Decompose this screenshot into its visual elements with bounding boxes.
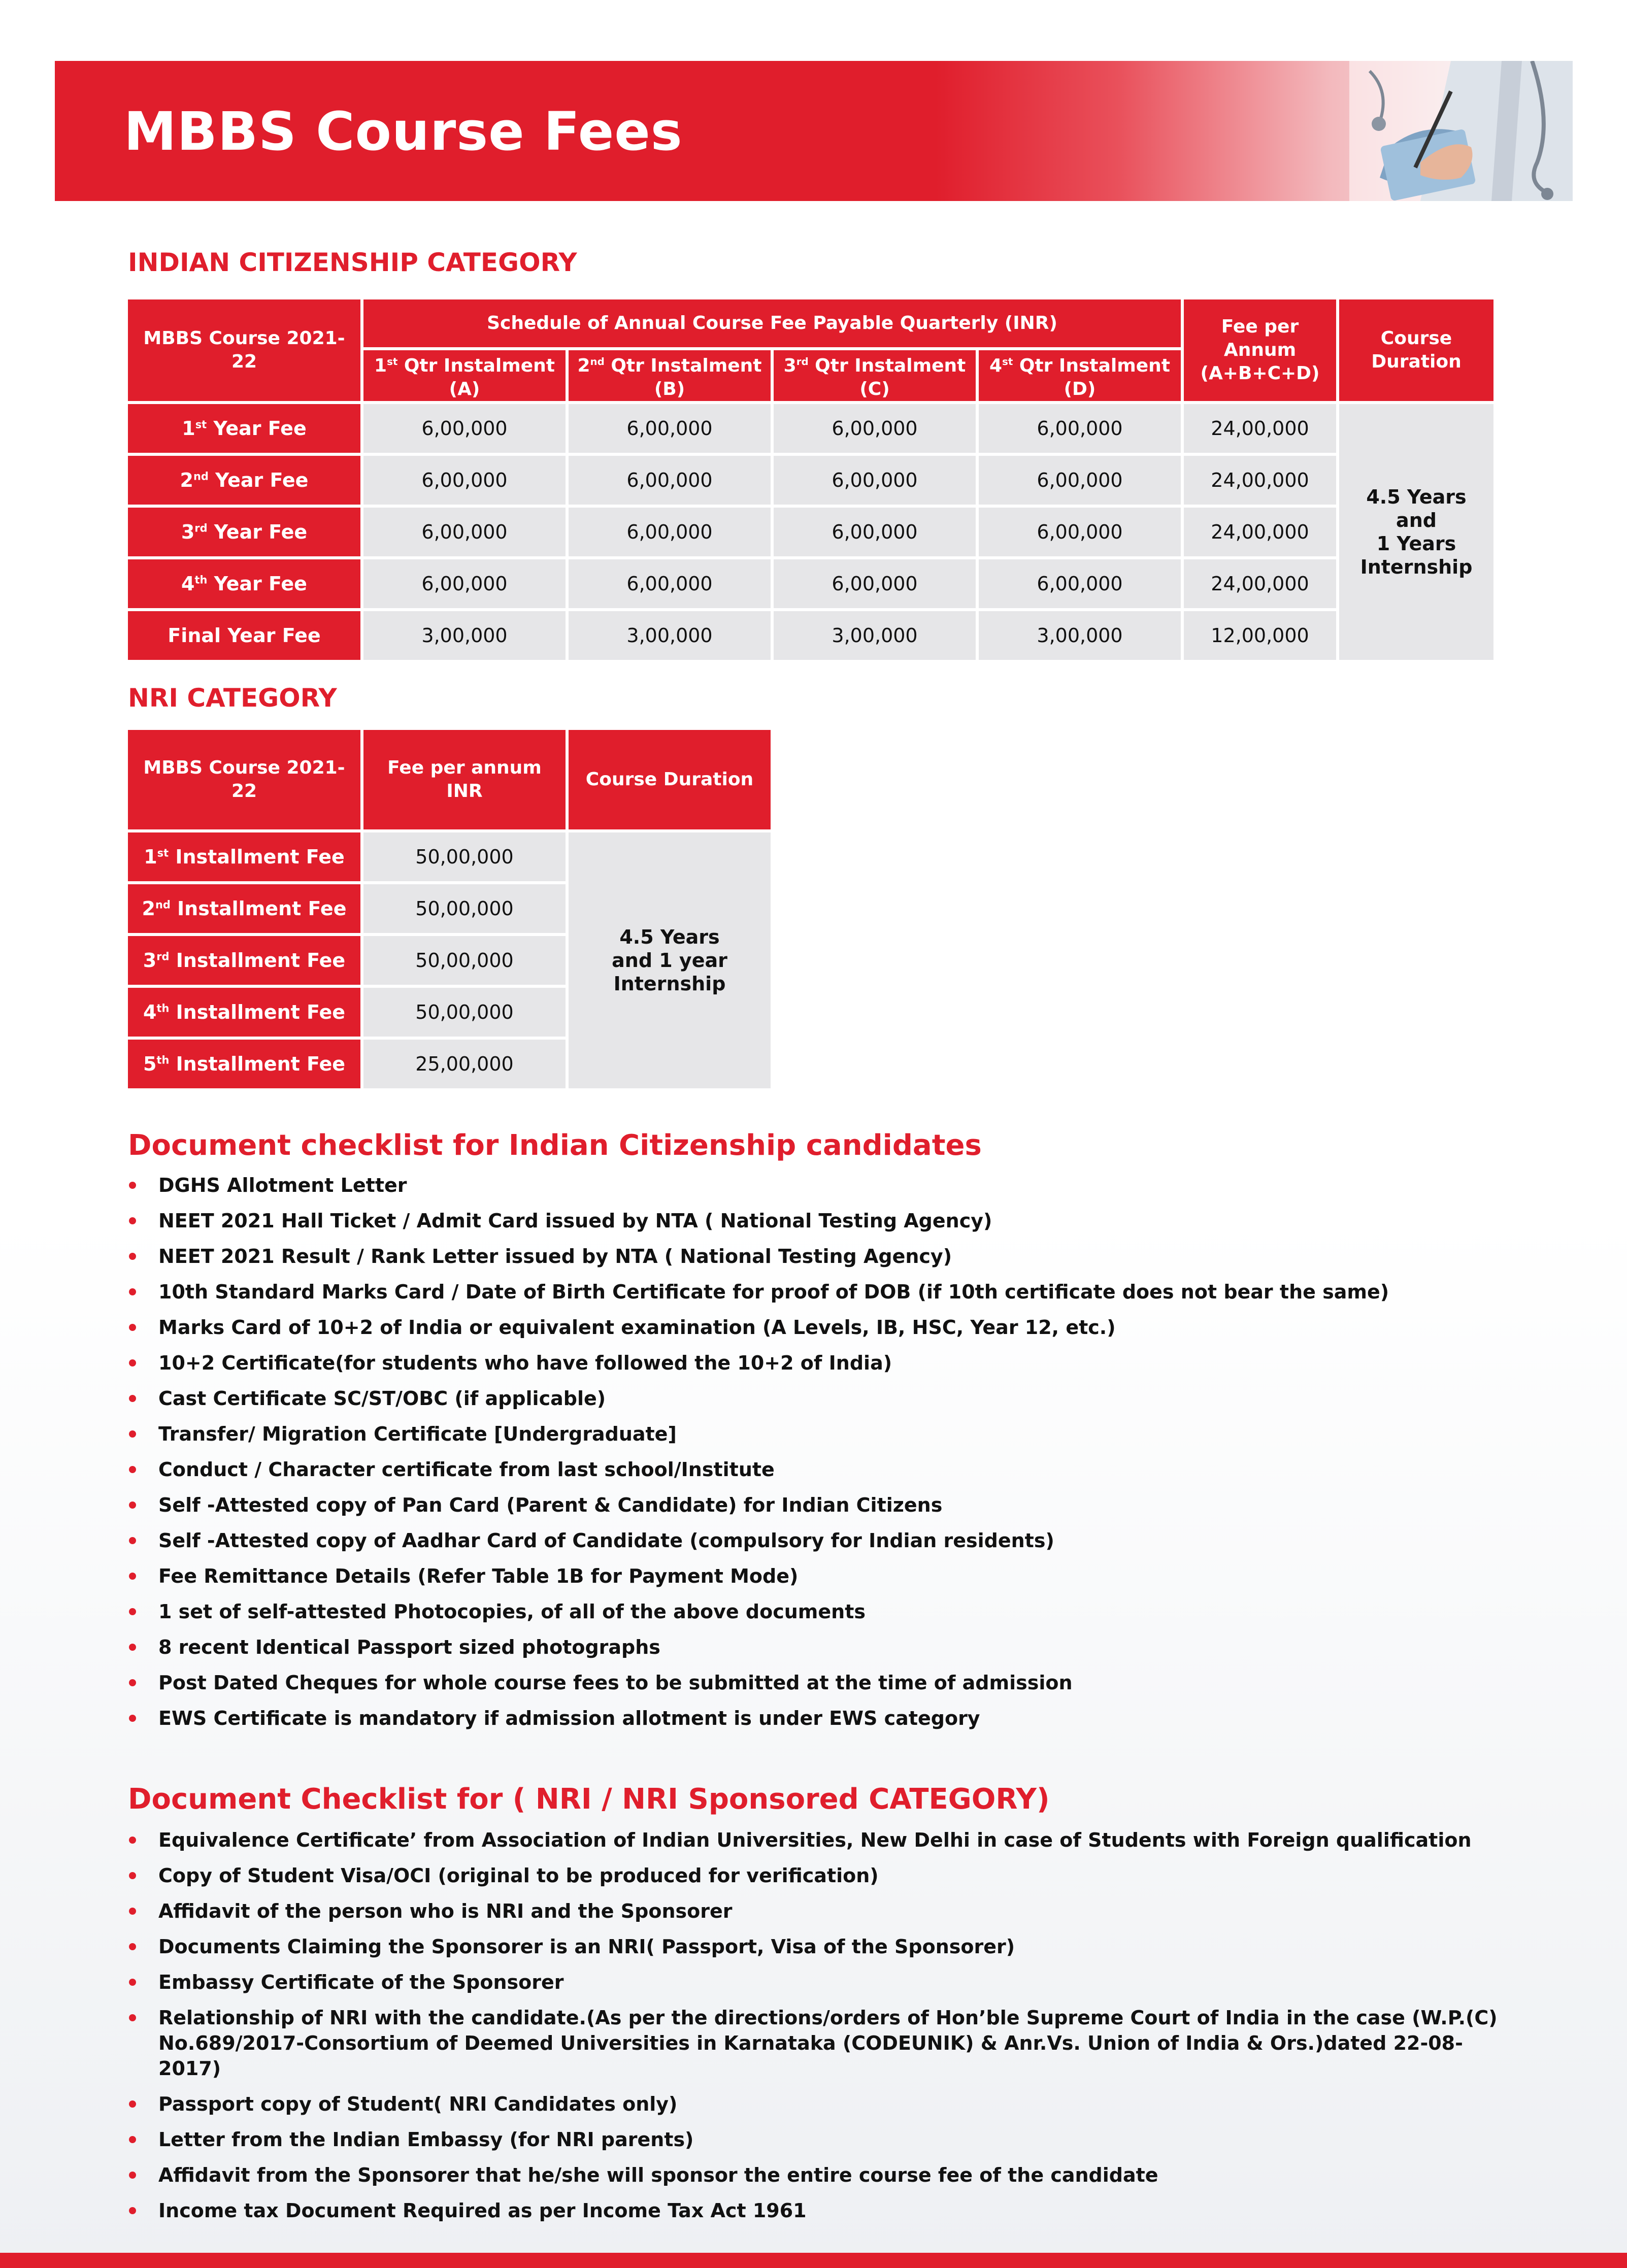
- cell-qtr-d: 6,00,000: [979, 508, 1181, 556]
- duration-line: 4.5 Years: [1366, 486, 1467, 508]
- col-header-qtr-c: 3rd Qtr Instalment (C): [774, 350, 976, 401]
- nri-fee-table: [125, 727, 774, 1091]
- table-row: [128, 508, 1493, 556]
- col-header-course: MBBS Course 2021-22: [128, 299, 360, 401]
- duration-header-line-2: Duration: [1371, 351, 1462, 372]
- list-item: EWS Certificate is mandatory if admission allotment is under EWS category: [127, 1706, 1389, 1731]
- cell-fee: 25,00,000: [363, 1040, 566, 1088]
- cell-course-duration: [1339, 404, 1493, 660]
- row-label: 3rd Installment Fee: [128, 936, 360, 985]
- cell-qtr-b: 6,00,000: [569, 559, 771, 608]
- row-label: 4th Installment Fee: [128, 988, 360, 1037]
- list-item: Letter from the Indian Embassy (for NRI parents): [127, 2127, 1508, 2152]
- cell-qtr-d: 3,00,000: [979, 611, 1181, 660]
- cell-qtr-c: 6,00,000: [774, 559, 976, 608]
- indian-category-heading: INDIAN CITIZENSHIP CATEGORY: [128, 248, 577, 277]
- bullet-icon: [129, 1837, 136, 1844]
- table-row: [128, 404, 1493, 453]
- list-item: Post Dated Cheques for whole course fees to be submitted at the time of admission: [127, 1670, 1389, 1695]
- bullet-icon: [129, 1324, 136, 1331]
- table-row: [128, 832, 771, 881]
- bullet-icon: [129, 1359, 136, 1366]
- list-item: Conduct / Character certificate from last school/Institute: [127, 1457, 1389, 1482]
- cell-qtr-b: 6,00,000: [569, 456, 771, 505]
- list-item: Fee Remittance Details (Refer Table 1B for Payment Mode): [127, 1563, 1389, 1589]
- list-item: Equivalence Certificate’ from Association of Indian Universities, New Delhi in case of Students with Foreign qualification: [127, 1827, 1508, 1853]
- bullet-icon: [129, 2100, 136, 2108]
- cell-qtr-b: 6,00,000: [569, 404, 771, 453]
- list-item: 1 set of self-attested Photocopies, of all of the above documents: [127, 1599, 1389, 1624]
- bullet-icon: [129, 2172, 136, 2179]
- cell-qtr-c: 6,00,000: [774, 404, 976, 453]
- list-item: Marks Card of 10+2 of India or equivalent examination (A Levels, IB, HSC, Year 12, etc.): [127, 1315, 1389, 1340]
- annum-header-line-2: (A+B+C+D): [1200, 363, 1320, 384]
- bullet-icon: [129, 1908, 136, 1915]
- page-title: MBBS Course Fees: [124, 101, 683, 162]
- cell-qtr-c: 6,00,000: [774, 456, 976, 505]
- cell-qtr-a: 6,00,000: [363, 559, 566, 608]
- bullet-icon: [129, 1253, 136, 1260]
- duration-line: and: [1396, 509, 1437, 531]
- doctor-illustration: [1065, 61, 1573, 201]
- bullet-icon: [129, 1715, 136, 1722]
- duration-line: Internship: [1360, 556, 1473, 578]
- list-item: Copy of Student Visa/OCI (original to be produced for verification): [127, 1863, 1508, 1888]
- row-label: 3rd Year Fee: [128, 508, 360, 556]
- annum-header-line-1: Fee per Annum: [1221, 316, 1299, 360]
- bullet-icon: [129, 1644, 136, 1651]
- cell-annum: 24,00,000: [1184, 456, 1336, 505]
- cell-qtr-d: 6,00,000: [979, 404, 1181, 453]
- list-item: Affidavit from the Sponsorer that he/she will sponsor the entire course fee of the candidate: [127, 2162, 1508, 2188]
- cell-annum: 12,00,000: [1184, 611, 1336, 660]
- bullet-icon: [129, 1182, 136, 1189]
- bullet-icon: [129, 1288, 136, 1295]
- list-item: 8 recent Identical Passport sized photographs: [127, 1635, 1389, 1660]
- bullet-icon: [129, 1608, 136, 1615]
- list-item: Affidavit of the person who is NRI and the Sponsorer: [127, 1898, 1508, 1924]
- list-item: NEET 2021 Hall Ticket / Admit Card issued by NTA ( National Testing Agency): [127, 1208, 1389, 1233]
- footer-bar: [0, 2253, 1627, 2268]
- cell-fee: 50,00,000: [363, 936, 566, 985]
- col-header-qtr-b: 2nd Qtr Instalment (B): [569, 350, 771, 401]
- duration-line: and 1 year: [612, 949, 727, 972]
- table-row: [128, 559, 1493, 608]
- indian-fee-table: [125, 296, 1497, 663]
- list-item: 10th Standard Marks Card / Date of Birth Certificate for proof of DOB (if 10th certificate does not bear the same): [127, 1279, 1389, 1305]
- cell-qtr-b: 6,00,000: [569, 508, 771, 556]
- cell-qtr-a: 3,00,000: [363, 611, 566, 660]
- list-item: Transfer/ Migration Certificate [Undergraduate]: [127, 1421, 1389, 1447]
- list-item: Self -Attested copy of Pan Card (Parent & Candidate) for Indian Citizens: [127, 1492, 1389, 1518]
- col-header-qtr-d: 4st Qtr Instalment (D): [979, 350, 1181, 401]
- row-label: 1st Year Fee: [128, 404, 360, 453]
- cell-annum: 24,00,000: [1184, 559, 1336, 608]
- col-header-course: MBBS Course 2021-22: [128, 730, 360, 829]
- header-banner: [55, 61, 1573, 201]
- indian-checklist: [127, 1173, 1389, 1741]
- nri-checklist: [127, 1827, 1508, 2233]
- bullet-icon: [129, 1537, 136, 1544]
- row-label: 2nd Year Fee: [128, 456, 360, 505]
- list-item: Documents Claiming the Sponsorer is an NRI( Passport, Visa of the Sponsorer): [127, 1934, 1508, 1959]
- list-item: Income tax Document Required as per Income Tax Act 1961: [127, 2198, 1508, 2223]
- cell-qtr-d: 6,00,000: [979, 559, 1181, 608]
- cell-course-duration: [569, 832, 771, 1088]
- cell-fee: 50,00,000: [363, 832, 566, 881]
- bullet-icon: [129, 2014, 136, 2021]
- indian-checklist-heading: Document checklist for Indian Citizenship candidates: [128, 1129, 982, 1162]
- bullet-icon: [129, 1943, 136, 1950]
- duration-line: 1 Years: [1376, 532, 1456, 555]
- list-item: DGHS Allotment Letter: [127, 1173, 1389, 1198]
- row-label: 4th Year Fee: [128, 559, 360, 608]
- cell-qtr-a: 6,00,000: [363, 456, 566, 505]
- duration-header-line-1: Course: [1380, 328, 1452, 349]
- col-header-fee: Fee per annum INR: [363, 730, 566, 829]
- nri-category-heading: NRI CATEGORY: [128, 683, 337, 713]
- nri-checklist-heading: Document Checklist for ( NRI / NRI Sponsored CATEGORY): [128, 1783, 1050, 1816]
- bullet-icon: [129, 1679, 136, 1686]
- bullet-icon: [129, 1217, 136, 1224]
- bullet-icon: [129, 2136, 136, 2143]
- bullet-icon: [129, 1502, 136, 1509]
- bullet-icon: [129, 2207, 136, 2214]
- cell-qtr-c: 6,00,000: [774, 508, 976, 556]
- col-header-duration: Course Duration: [569, 730, 771, 829]
- list-item: Passport copy of Student( NRI Candidates only): [127, 2091, 1508, 2117]
- cell-qtr-a: 6,00,000: [363, 508, 566, 556]
- list-item: NEET 2021 Result / Rank Letter issued by NTA ( National Testing Agency): [127, 1244, 1389, 1269]
- list-item: 10+2 Certificate(for students who have followed the 10+2 of India): [127, 1350, 1389, 1376]
- cell-qtr-c: 3,00,000: [774, 611, 976, 660]
- col-header-schedule: Schedule of Annual Course Fee Payable Quarterly (INR): [363, 299, 1181, 347]
- duration-line: 4.5 Years: [619, 926, 720, 948]
- bullet-icon: [129, 1979, 136, 1986]
- list-item: Cast Certificate SC/ST/OBC (if applicable): [127, 1386, 1389, 1411]
- cell-fee: 50,00,000: [363, 884, 566, 933]
- bullet-icon: [129, 1395, 136, 1402]
- col-header-duration: [1339, 299, 1493, 401]
- bullet-icon: [129, 1872, 136, 1879]
- bullet-icon: [129, 1573, 136, 1580]
- list-item: Embassy Certificate of the Sponsorer: [127, 1970, 1508, 1995]
- list-item: Relationship of NRI with the candidate.(As per the directions/orders of Hon’ble Supreme Court of India in the case (W.P.(C) No.689/2017-Consortium of Deemed Universities in Karnataka (CODEUNIK) & Anr.Vs. Union of India & Ors.)dated 22-08-2017): [127, 2005, 1508, 2081]
- row-label: 1st Installment Fee: [128, 832, 360, 881]
- cell-qtr-b: 3,00,000: [569, 611, 771, 660]
- col-header-qtr-a: 1st Qtr Instalment (A): [363, 350, 566, 401]
- table-row: [128, 456, 1493, 505]
- row-label: 5th Installment Fee: [128, 1040, 360, 1088]
- cell-qtr-a: 6,00,000: [363, 404, 566, 453]
- cell-qtr-d: 6,00,000: [979, 456, 1181, 505]
- cell-fee: 50,00,000: [363, 988, 566, 1037]
- row-label: Final Year Fee: [128, 611, 360, 660]
- cell-annum: 24,00,000: [1184, 404, 1336, 453]
- duration-line: Internship: [613, 973, 726, 995]
- row-label: 2nd Installment Fee: [128, 884, 360, 933]
- col-header-annum: [1184, 299, 1336, 401]
- table-row: [128, 611, 1493, 660]
- bullet-icon: [129, 1430, 136, 1438]
- list-item: Self -Attested copy of Aadhar Card of Candidate (compulsory for Indian residents): [127, 1528, 1389, 1553]
- bullet-icon: [129, 1466, 136, 1473]
- cell-annum: 24,00,000: [1184, 508, 1336, 556]
